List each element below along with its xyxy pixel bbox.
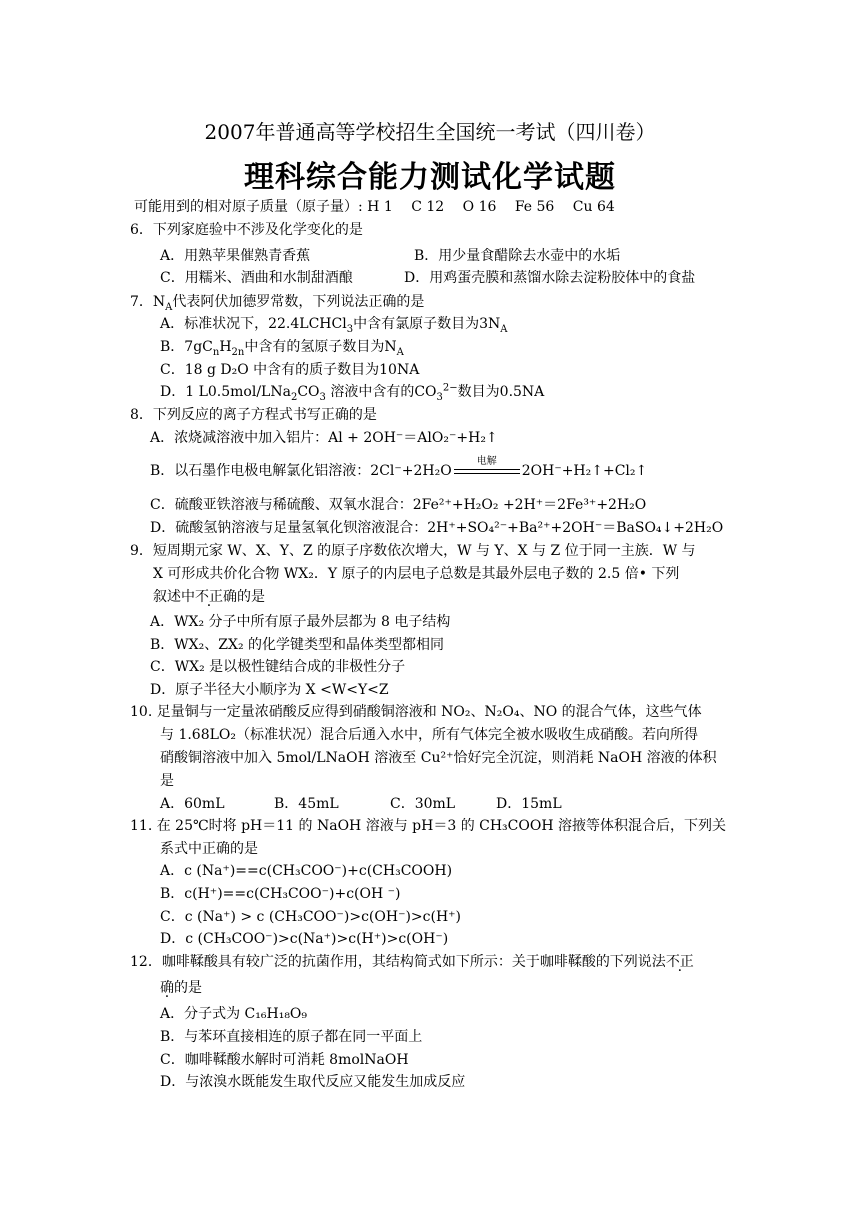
q8-option-a: A．浓烧减溶液中加入铝片：Al + 2OH⁻＝AlO₂⁻+H₂↑ <box>150 430 498 446</box>
q12-stem-line1: 12．咖啡鞣酸具有较广泛的抗菌作用，其结构简式如下所示：关于咖啡鞣酸的下列说法不正 <box>130 954 694 970</box>
q12-option-c: C．咖啡鞣酸水解时可消耗 8molNaOH <box>160 1052 409 1068</box>
atomic-mass-item: H 1 <box>367 199 393 215</box>
q9-option-b: B．WX₂、ZX₂ 的化学键类型和晶体类型都相同 <box>150 637 445 653</box>
q11-option-d: D．c (CH₃COO⁻)>c(Na⁺)>c(H⁺)>c(OH⁻) <box>160 931 449 947</box>
exam-subtitle: 理科综合能力测试化学试题 <box>244 160 616 195</box>
q9-stem-line1: 9．短周期元家 W、X、Y、Z 的原子序数依次增大，W 与 Y、X 与 Z 位于同一主族．W 与 <box>130 543 696 559</box>
q7-option-a: A．标准状况下，22.4LCHCl$_3$中含有氯原子数目为$3N_A$ <box>160 316 508 335</box>
atomic-mass-item: C 12 <box>411 199 445 215</box>
atomic-mass-label: 可能用到的相对原子质量（原子量）: <box>134 199 363 215</box>
q12-stem-line2: 确的是 <box>160 980 202 996</box>
q9-stem-line3: 叙述中不正确的是 <box>153 589 265 605</box>
q7-option-d: D．1 $L0.5mol/LNa_2CO_3$ 溶液中含有的$CO_3^{2-}$数目为0.5NA <box>160 382 545 403</box>
q12-option-d: D．与浓溴水既能发生取代反应又能发生加成反应 <box>160 1074 466 1090</box>
emphasis-dotted-text: 不正 <box>195 589 223 605</box>
q6-option-c: C．用糯米、酒曲和水制甜酒酿 <box>160 270 353 286</box>
electrolysis-equals-sign: 电解 <box>454 464 520 478</box>
q12-option-a: A．分子式为 C₁₆H₁₈O₉ <box>160 1006 308 1022</box>
q6-option-a: A．用熟苹果催熟青香蕉 <box>160 248 311 264</box>
q8-option-b: B．以石墨作电极电解氯化铝溶液：2Cl⁻+2H₂O 电解 2OH⁻+H₂↑+Cl₂↑ <box>150 456 648 479</box>
q10-stem-line3: 硝酸铜溶液中加入 5mol/LNaOH 溶液至 Cu²⁺恰好完全沉淀，则消耗 NaOH 溶液的体积 <box>160 750 717 766</box>
q10-option-c: C．30mL <box>390 796 456 812</box>
atomic-mass-line <box>134 197 629 217</box>
q11-option-b: B．c(H⁺)==c(CH₃COO⁻)+c(OH ⁻) <box>160 886 401 902</box>
q6-option-b: B．用少量食醋除去水壶中的水垢 <box>414 248 621 264</box>
q10-option-a: A．60mL <box>160 796 225 812</box>
atomic-mass-item: O 16 <box>462 199 497 215</box>
q8-option-c: C．硫酸亚铁溶液与稀硫酸、双氧水混合：2Fe²⁺+H₂O₂ +2H⁺＝2Fe³⁺+2H₂O <box>150 497 647 513</box>
q11-option-c: C．c (Na⁺) > c (CH₃COO⁻)>c(OH⁻)>c(H⁺) <box>160 909 462 925</box>
q11-option-a: A．c (Na⁺)==c(CH₃COO⁻)+c(CH₃COOH) <box>160 863 453 879</box>
atomic-mass-item: Fe 56 <box>514 199 555 215</box>
q10-stem-line4: 是 <box>160 773 174 789</box>
emphasis-dotted-text: 不正 <box>665 954 694 970</box>
atomic-mass-item: Cu 64 <box>572 199 615 215</box>
q10-option-d: D．15mL <box>496 796 562 812</box>
q7-option-b: B．$7gC_nH_{2n}$中含有的氢原子数目为$N_A$ <box>160 339 404 358</box>
q9-option-a: A．WX₂ 分子中所有原子最外层都为 8 电子结构 <box>150 614 451 630</box>
q10-stem-line1: 10. 足量铜与一定量浓硝酸反应得到硝酸铜溶液和 NO₂、N₂O₄、NO 的混合气体，这些气体 <box>130 704 702 720</box>
q8-stem: 8．下列反应的离子方程式书写正确的是 <box>130 407 377 423</box>
q9-stem-line2: X 可形成共价化合物 WX₂．Y 原子的内层电子总数是其最外层电子数的 2.5 倍• 下列 <box>153 566 680 582</box>
q7-option-c: C．18 g D₂O 中含有的质子数目为10NA <box>160 362 420 378</box>
exam-title: 2007年普通高等学校招生全国统一考试（四川卷） <box>204 120 656 144</box>
q8-option-d: D．硫酸氢钠溶液与足量氢氧化钡溶液混合：2H⁺+SO₄²⁻+Ba²⁺+2OH⁻＝BaSO₄↓+2H₂O <box>150 520 724 536</box>
emphasis-dotted-text: 确 <box>160 980 174 996</box>
q10-option-b: B．45mL <box>274 796 339 812</box>
q6-stem: 6．下列家庭验中不涉及化学变化的是 <box>130 222 363 238</box>
q9-option-c: C．WX₂ 是以极性键结合成的非极性分子 <box>150 659 406 675</box>
q6-option-d: D．用鸡蛋壳膜和蒸馏水除去淀粉胶体中的食盐 <box>404 270 696 286</box>
q11-stem-line2: 系式中正确的是 <box>160 841 258 857</box>
q10-stem-line2: 与 1.68LO₂（标准状况）混合后通入水中，所有气体完全被水吸收生成硝酸。若向所得 <box>160 727 699 743</box>
q9-option-d: D．原子半径大小顺序为 X <W<Y<Z <box>150 682 389 698</box>
q7-stem: 7．$N_A$代表阿伏加德罗常数，下列说法正确的是 <box>130 294 425 313</box>
q11-stem-line1: 11. 在 25℃时将 pH＝11 的 NaOH 溶液与 pH＝3 的 CH₃COOH 溶掖等体积混合后，下列关 <box>130 818 726 834</box>
q12-option-b: B．与苯环直接相连的原子都在同一平面上 <box>160 1029 423 1045</box>
